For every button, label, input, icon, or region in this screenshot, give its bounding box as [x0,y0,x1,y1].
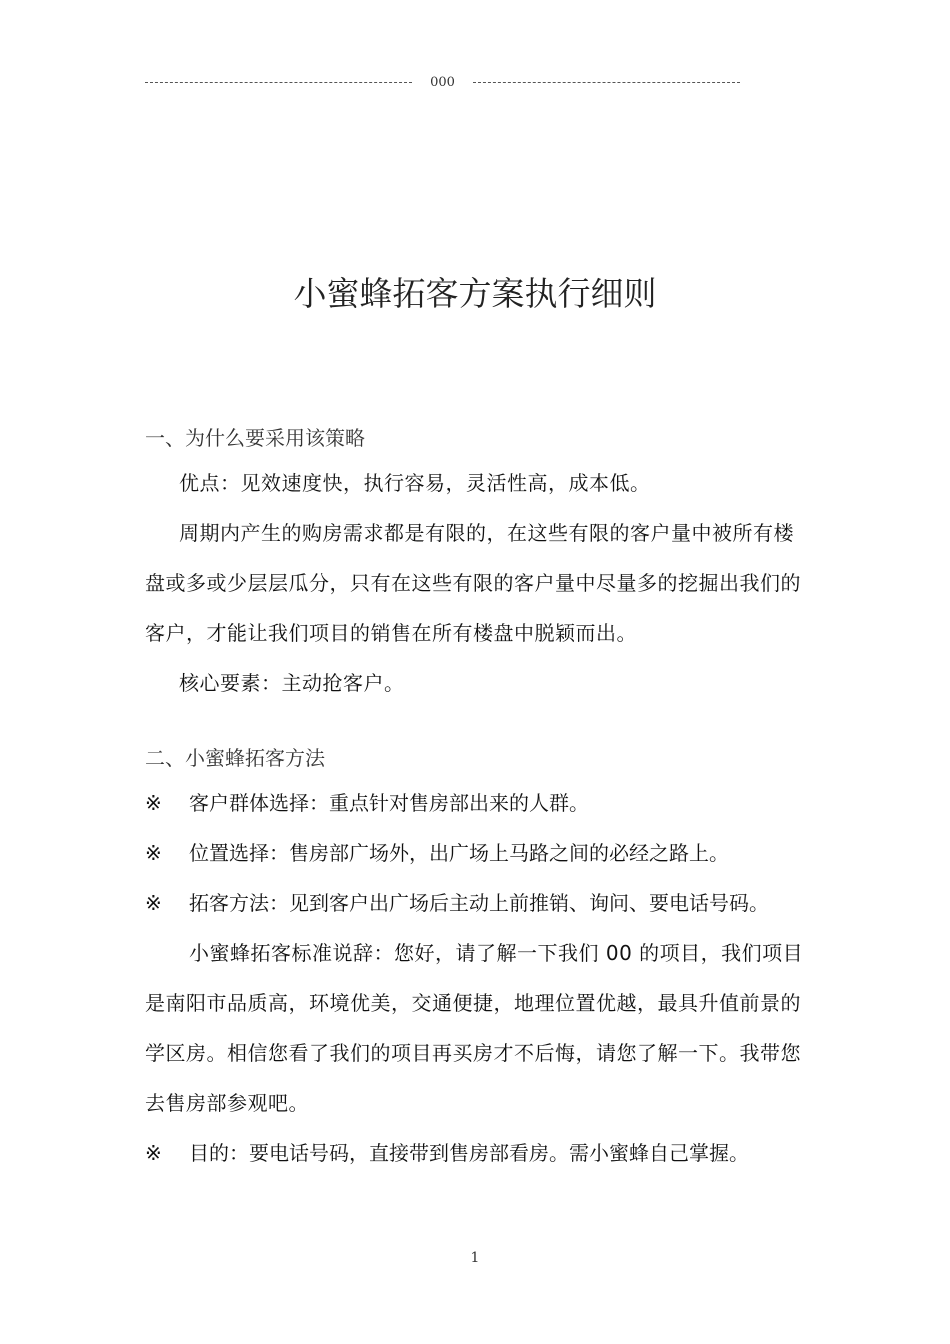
page-header [145,72,740,92]
reference-mark-icon: ※ [145,791,162,815]
bullet-item [145,1128,810,1178]
header-dashed-line-right [473,82,740,83]
reference-mark-icon: ※ [145,841,162,865]
page-number: 1 [470,1250,480,1266]
document-body [145,418,810,1178]
section-heading-why: 一、为什么要采用该策略 [145,426,365,450]
sales-script-paragraph: 小蜜蜂拓客标准说辞：您好，请了解一下我们 00 的项目，我们项目是南阳市品质高，环境优美，交通便捷，地理位置优越，最具升值前景的学区房。相信您看了我们的项目再买房才不后悔，请您了解一下。我带您去售房部参观吧。 [145,941,804,1115]
bullet-text-location: 位置选择：售房部广场外，出广场上马路之间的必经之路上。 [189,841,729,865]
demand-paragraph: 周期内产生的购房需求都是有限的，在这些有限的客户量中被所有楼盘或多或少层层瓜分，只有在这些有限的客户量中尽量多的挖掘出我们的客户，才能让我们项目的销售在所有楼盘中脱颖而出。 [145,521,801,645]
bullet-text-customer-group: 客户群体选择：重点针对售房部出来的人群。 [189,791,589,815]
reference-mark-icon: ※ [145,1141,162,1165]
section-gap [145,708,810,738]
section-heading-method: 二、小蜜蜂拓客方法 [145,746,325,770]
bullet-item [145,828,810,878]
reference-mark-icon: ※ [145,891,162,915]
document-title: 小蜜蜂拓客方案执行细则 [293,274,657,313]
bullet-item [145,778,810,828]
bullet-item [145,878,810,928]
header-dashed-line-left [145,82,412,83]
header-text: 000 [430,74,455,90]
advantages-paragraph: 优点：见效速度快，执行容易，灵活性高，成本低。 [179,471,651,495]
bullet-text-goal: 目的：要电话号码，直接带到售房部看房。需小蜜蜂自己掌握。 [189,1141,749,1165]
bullet-text-method: 拓客方法：见到客户出广场后主动上前推销、询问、要电话号码。 [189,891,769,915]
core-element-paragraph: 核心要素：主动抢客户。 [179,671,405,695]
